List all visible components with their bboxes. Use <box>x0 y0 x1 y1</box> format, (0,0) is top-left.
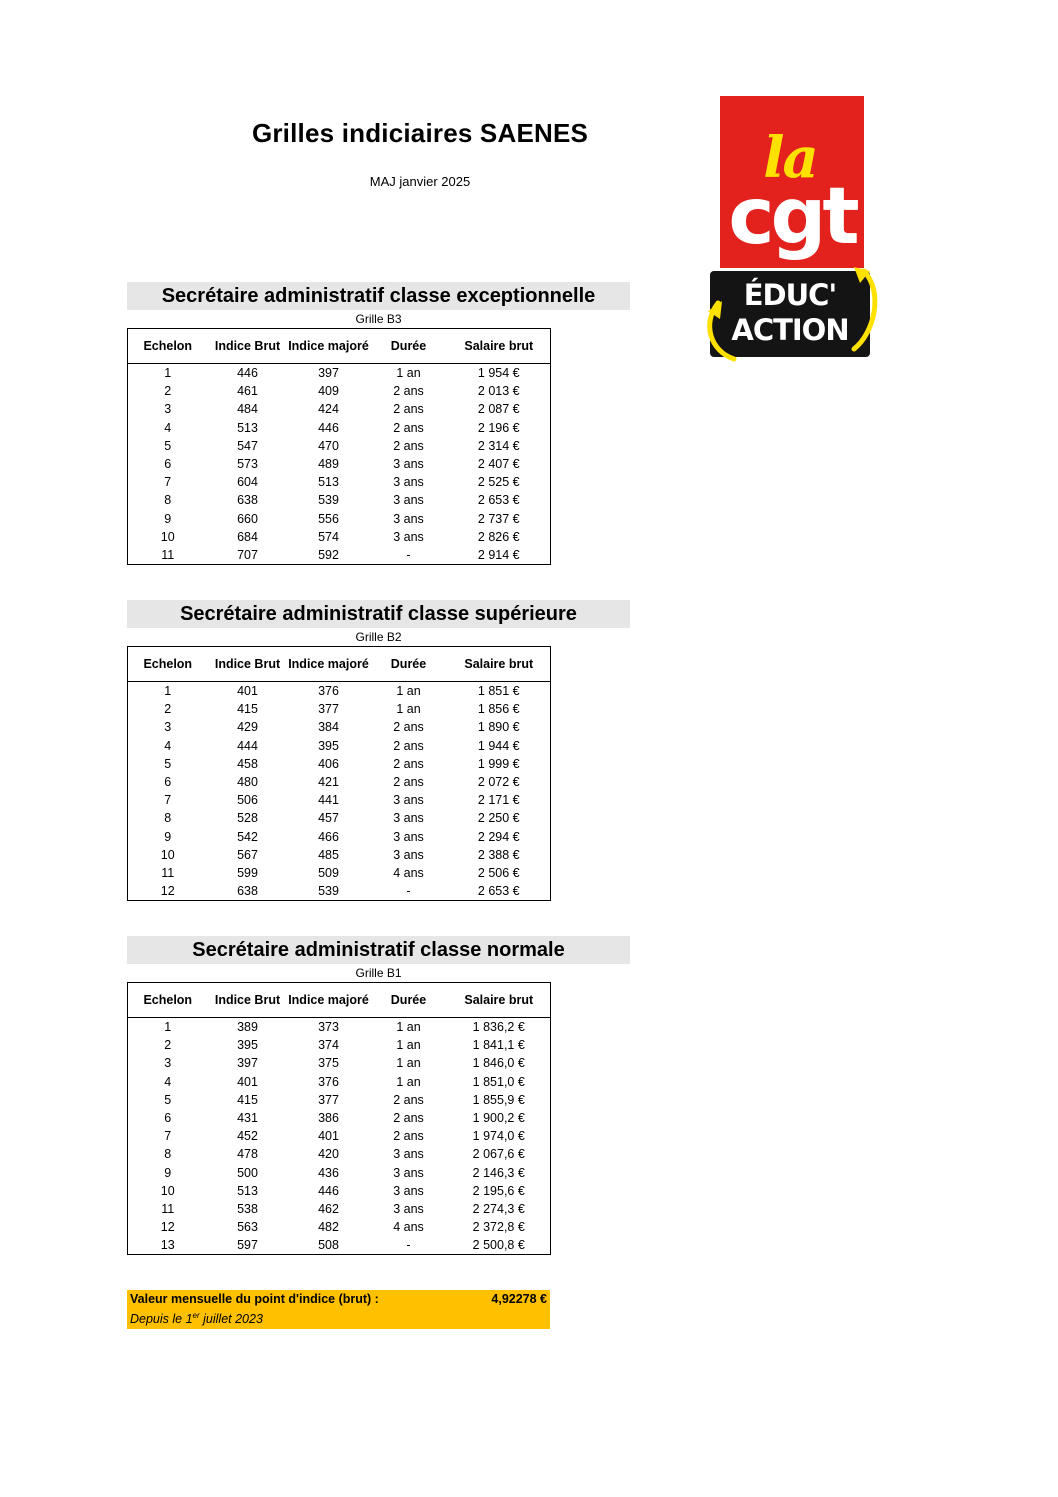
cell-indice-majore: 539 <box>318 493 339 508</box>
cell-echelon: 7 <box>164 1129 172 1144</box>
col-echelon: Echelon <box>128 329 208 364</box>
cell-echelon: 2 <box>164 702 172 717</box>
col-indice-brut: Indice Brut <box>208 647 288 682</box>
cell-echelon: 3 <box>164 720 172 735</box>
cell-echelon: 13 <box>160 1238 175 1253</box>
cell-echelon: 10 <box>160 529 175 544</box>
cell-indice-majore: 513 <box>318 475 339 490</box>
logo-action-text: ACTION <box>731 313 849 347</box>
cell-echelon: 2 <box>164 384 172 399</box>
point-indice-value: 4,92278 € <box>491 1292 547 1306</box>
cell-salaire-brut: 1 944 € <box>477 738 520 753</box>
cell-duree: 1 an <box>396 1056 421 1071</box>
table-row <box>128 1182 551 1200</box>
cell-echelon: 3 <box>164 402 172 417</box>
salary-grid-table <box>127 982 551 1255</box>
cell-echelon: 9 <box>164 1165 172 1180</box>
salary-grid-table <box>127 646 551 901</box>
cell-salaire-brut: 1 836,2 € <box>472 1020 525 1035</box>
col-echelon: Echelon <box>128 983 208 1018</box>
cell-salaire-brut: 2 196 € <box>477 420 520 435</box>
cell-indice-brut: 401 <box>237 684 258 699</box>
table-row <box>128 682 551 701</box>
logo-educ-text: ÉDUC' <box>743 278 837 312</box>
table-row <box>128 1236 551 1255</box>
cell-indice-brut: 684 <box>237 529 258 544</box>
cell-indice-majore: 489 <box>318 457 339 472</box>
cell-duree: 2 ans <box>393 420 424 435</box>
cell-duree: 3 ans <box>393 493 424 508</box>
update-date: MAJ janvier 2025 <box>369 174 471 189</box>
cell-duree: 4 ans <box>393 865 424 880</box>
col-salaire-brut: Salaire brut <box>448 647 551 682</box>
cell-duree: 2 ans <box>393 756 424 771</box>
grille-label: Grille B2 <box>355 630 402 644</box>
table-row <box>128 1127 551 1145</box>
cell-salaire-brut: 1 851,0 € <box>472 1074 525 1089</box>
cell-echelon: 2 <box>164 1038 172 1053</box>
table-row <box>128 1164 551 1182</box>
cell-duree: 1 an <box>396 1020 421 1035</box>
cell-indice-majore: 462 <box>318 1201 339 1216</box>
cell-duree: 3 ans <box>393 1165 424 1180</box>
table-row <box>128 382 551 400</box>
cell-indice-majore: 376 <box>318 684 339 699</box>
table-row <box>128 882 551 901</box>
col-duree: Durée <box>370 983 448 1018</box>
col-duree: Durée <box>370 647 448 682</box>
cell-salaire-brut: 1 999 € <box>477 756 520 771</box>
cell-salaire-brut: 1 851 € <box>477 684 520 699</box>
cell-indice-majore: 509 <box>318 865 339 880</box>
table-header-row <box>128 329 551 364</box>
cell-indice-brut: 431 <box>237 1111 258 1126</box>
section-superieure <box>127 600 630 901</box>
cell-indice-brut: 389 <box>237 1020 258 1035</box>
table-row <box>128 700 551 718</box>
salary-grid-table <box>127 328 551 565</box>
cell-indice-brut: 415 <box>237 702 258 717</box>
cell-duree: - <box>406 884 411 899</box>
cell-indice-majore: 376 <box>318 1074 339 1089</box>
cell-indice-majore: 446 <box>318 420 339 435</box>
cell-salaire-brut: 2 087 € <box>477 402 520 417</box>
cell-duree: 2 ans <box>393 720 424 735</box>
cell-indice-majore: 556 <box>318 511 339 526</box>
cell-salaire-brut: 1 974,0 € <box>472 1129 525 1144</box>
table-row <box>128 546 551 565</box>
cell-salaire-brut: 2 274,3 € <box>472 1201 525 1216</box>
cell-salaire-brut: 2 072 € <box>477 775 520 790</box>
cell-indice-majore: 373 <box>318 1020 339 1035</box>
table-row <box>128 1218 551 1236</box>
cell-indice-majore: 446 <box>318 1183 339 1198</box>
table-row <box>128 400 551 418</box>
cell-indice-majore: 395 <box>318 738 339 753</box>
cell-echelon: 11 <box>161 865 175 880</box>
cell-salaire-brut: 2 250 € <box>477 811 520 826</box>
cell-echelon: 10 <box>160 847 175 862</box>
col-salaire-brut: Salaire brut <box>448 329 551 364</box>
cell-echelon: 5 <box>164 756 172 771</box>
cell-duree: 3 ans <box>393 1147 424 1162</box>
cell-indice-brut: 707 <box>237 547 258 562</box>
cell-indice-brut: 528 <box>237 811 258 826</box>
table-row <box>128 864 551 882</box>
table-row <box>128 437 551 455</box>
cell-indice-majore: 377 <box>318 702 339 717</box>
cell-indice-brut: 542 <box>237 829 258 844</box>
logo-red-block <box>720 96 864 268</box>
cell-indice-brut: 567 <box>237 847 258 862</box>
cell-salaire-brut: 1 841,1 € <box>472 1038 525 1053</box>
col-indice-brut: Indice Brut <box>208 983 288 1018</box>
col-indice-majore: Indice majoré <box>288 647 370 682</box>
table-row <box>128 755 551 773</box>
cell-salaire-brut: 2 314 € <box>477 438 520 453</box>
cell-duree: 1 an <box>396 1074 421 1089</box>
section-normale <box>127 936 630 1255</box>
cell-duree: 2 ans <box>393 384 424 399</box>
table-row <box>128 364 551 383</box>
table-row <box>128 419 551 437</box>
cell-salaire-brut: 2 506 € <box>477 865 520 880</box>
cell-echelon: 11 <box>161 1201 175 1216</box>
cell-indice-brut: 604 <box>237 475 258 490</box>
cell-echelon: 4 <box>164 420 172 435</box>
cell-indice-brut: 513 <box>237 1183 258 1198</box>
cell-indice-brut: 573 <box>237 457 258 472</box>
cell-echelon: 1 <box>164 684 172 699</box>
cell-indice-brut: 547 <box>237 438 258 453</box>
cell-duree: - <box>406 1238 411 1253</box>
cell-salaire-brut: 2 407 € <box>477 457 520 472</box>
cell-duree: 3 ans <box>393 829 424 844</box>
cell-indice-majore: 424 <box>318 402 339 417</box>
table-row <box>128 828 551 846</box>
grille-label: Grille B3 <box>355 312 402 326</box>
cell-indice-majore: 436 <box>318 1165 339 1180</box>
table-row <box>128 1073 551 1091</box>
cell-salaire-brut: 2 372,8 € <box>472 1220 525 1235</box>
cell-indice-brut: 458 <box>237 756 258 771</box>
page-title: Grilles indiciaires SAENES <box>251 118 589 148</box>
cell-salaire-brut: 2 171 € <box>477 793 520 808</box>
cell-salaire-brut: 1 890 € <box>477 720 520 735</box>
cell-indice-majore: 420 <box>318 1147 339 1162</box>
cell-salaire-brut: 2 388 € <box>477 847 520 862</box>
cell-indice-brut: 500 <box>237 1165 258 1180</box>
cell-indice-majore: 384 <box>318 720 339 735</box>
cell-indice-majore: 386 <box>318 1111 339 1126</box>
cell-duree: 3 ans <box>393 811 424 826</box>
cell-indice-majore: 441 <box>318 793 339 808</box>
cell-echelon: 7 <box>164 793 172 808</box>
table-header-row <box>128 983 551 1018</box>
cell-echelon: 9 <box>164 511 172 526</box>
table-row <box>128 1036 551 1054</box>
cell-salaire-brut: 2 914 € <box>477 547 520 562</box>
cell-indice-majore: 539 <box>318 884 339 899</box>
cell-salaire-brut: 2 826 € <box>477 529 520 544</box>
cell-indice-majore: 401 <box>318 1129 339 1144</box>
section-title: Secrétaire administratif classe supérieure <box>127 600 630 628</box>
cell-echelon: 5 <box>164 438 172 453</box>
cell-echelon: 7 <box>164 475 172 490</box>
cell-echelon: 1 <box>164 1020 172 1035</box>
cell-duree: 3 ans <box>393 1183 424 1198</box>
col-indice-majore: Indice majoré <box>288 329 370 364</box>
cell-duree: 3 ans <box>393 1201 424 1216</box>
col-echelon: Echelon <box>128 647 208 682</box>
cell-indice-brut: 513 <box>237 420 258 435</box>
cell-indice-majore: 397 <box>318 366 339 381</box>
since-suffix: juillet 2023 <box>199 1312 263 1327</box>
cell-indice-brut: 397 <box>237 1056 258 1071</box>
cell-indice-majore: 409 <box>318 384 339 399</box>
cell-indice-brut: 461 <box>237 384 258 399</box>
col-salaire-brut: Salaire brut <box>448 983 551 1018</box>
cell-echelon: 8 <box>164 1147 172 1162</box>
cell-duree: 3 ans <box>393 475 424 490</box>
col-indice-brut: Indice Brut <box>208 329 288 364</box>
cell-indice-majore: 457 <box>318 811 339 826</box>
cell-duree: 2 ans <box>393 1129 424 1144</box>
cell-salaire-brut: 1 856 € <box>477 702 520 717</box>
cell-indice-brut: 395 <box>237 1038 258 1053</box>
cell-echelon: 8 <box>164 493 172 508</box>
cell-indice-majore: 374 <box>318 1038 339 1053</box>
table-row <box>128 773 551 791</box>
cgt-educaction-logo <box>704 95 880 365</box>
table-header-row <box>128 647 551 682</box>
cell-echelon: 6 <box>164 1111 172 1126</box>
cell-salaire-brut: 2 500,8 € <box>472 1238 525 1253</box>
cell-indice-brut: 597 <box>237 1238 258 1253</box>
cell-echelon: 12 <box>160 1220 175 1235</box>
cell-salaire-brut: 2 195,6 € <box>472 1183 525 1198</box>
cell-duree: 1 an <box>396 366 421 381</box>
since-prefix: Depuis le 1 <box>130 1312 193 1327</box>
cell-duree: 3 ans <box>393 793 424 808</box>
cell-indice-brut: 484 <box>237 402 258 417</box>
cell-indice-brut: 506 <box>237 793 258 808</box>
table-row <box>128 1091 551 1109</box>
cell-echelon: 10 <box>160 1183 175 1198</box>
cell-indice-brut: 415 <box>237 1092 258 1107</box>
cell-indice-majore: 508 <box>318 1238 339 1253</box>
cell-salaire-brut: 2 653 € <box>477 493 520 508</box>
table-row <box>128 809 551 827</box>
cell-echelon: 9 <box>164 829 172 844</box>
cell-salaire-brut: 2 737 € <box>477 511 520 526</box>
cell-salaire-brut: 2 525 € <box>477 475 520 490</box>
logo-la-text: la <box>763 125 817 191</box>
cell-echelon: 4 <box>164 1074 172 1089</box>
col-duree: Durée <box>370 329 448 364</box>
cell-salaire-brut: 2 294 € <box>477 829 520 844</box>
table-row <box>128 1018 551 1037</box>
cell-salaire-brut: 1 954 € <box>477 366 520 381</box>
grille-label: Grille B1 <box>355 966 402 980</box>
cell-indice-brut: 452 <box>237 1129 258 1144</box>
cell-echelon: 5 <box>164 1092 172 1107</box>
cell-indice-brut: 480 <box>237 775 258 790</box>
cell-salaire-brut: 2 013 € <box>477 384 520 399</box>
cell-echelon: 4 <box>164 738 172 753</box>
cell-echelon: 12 <box>160 884 175 899</box>
cell-echelon: 11 <box>161 547 175 562</box>
cell-indice-brut: 660 <box>237 511 258 526</box>
col-indice-majore: Indice majoré <box>288 983 370 1018</box>
cell-echelon: 6 <box>164 457 172 472</box>
point-indice-since <box>130 1311 263 1326</box>
logo-cgt-text: cgt <box>728 172 856 262</box>
cell-echelon: 8 <box>164 811 172 826</box>
table-row <box>128 510 551 528</box>
cell-indice-majore: 375 <box>318 1056 339 1071</box>
cell-duree: 3 ans <box>393 847 424 862</box>
cell-indice-brut: 599 <box>237 865 258 880</box>
cell-indice-brut: 429 <box>237 720 258 735</box>
table-row <box>128 1109 551 1127</box>
table-row <box>128 718 551 736</box>
cell-duree: 3 ans <box>393 457 424 472</box>
cell-duree: 1 an <box>396 1038 421 1053</box>
cell-indice-brut: 538 <box>237 1201 258 1216</box>
cell-duree: 2 ans <box>393 775 424 790</box>
cell-duree: 1 an <box>396 702 421 717</box>
cell-duree: - <box>406 547 411 562</box>
cell-indice-brut: 446 <box>237 366 258 381</box>
cell-salaire-brut: 1 900,2 € <box>472 1111 525 1126</box>
cell-indice-majore: 470 <box>318 438 339 453</box>
cell-duree: 3 ans <box>393 529 424 544</box>
cell-indice-brut: 638 <box>237 493 258 508</box>
cell-echelon: 3 <box>164 1056 172 1071</box>
cell-salaire-brut: 1 855,9 € <box>472 1092 525 1107</box>
cell-indice-majore: 466 <box>318 829 339 844</box>
cell-duree: 3 ans <box>393 511 424 526</box>
cell-salaire-brut: 2 653 € <box>477 884 520 899</box>
cell-indice-majore: 485 <box>318 847 339 862</box>
cell-duree: 2 ans <box>393 438 424 453</box>
since-superscript: er <box>192 1311 200 1320</box>
point-indice-box <box>127 1290 550 1329</box>
table-row <box>128 473 551 491</box>
table-row <box>128 455 551 473</box>
cell-indice-majore: 421 <box>318 775 339 790</box>
cell-salaire-brut: 1 846,0 € <box>472 1056 525 1071</box>
table-row <box>128 791 551 809</box>
section-title: Secrétaire administratif classe normale <box>127 936 630 964</box>
cell-duree: 2 ans <box>393 738 424 753</box>
cell-indice-brut: 478 <box>237 1147 258 1162</box>
section-exceptionnelle <box>127 282 630 565</box>
table-row <box>128 491 551 509</box>
table-row <box>128 846 551 864</box>
section-title: Secrétaire administratif classe exceptionnelle <box>127 282 630 310</box>
table-row <box>128 1200 551 1218</box>
cell-indice-brut: 563 <box>237 1220 258 1235</box>
cell-indice-majore: 406 <box>318 756 339 771</box>
cell-indice-majore: 482 <box>318 1220 339 1235</box>
cell-indice-majore: 592 <box>318 547 339 562</box>
cell-indice-brut: 401 <box>237 1074 258 1089</box>
cell-duree: 2 ans <box>393 1092 424 1107</box>
point-indice-label: Valeur mensuelle du point d'indice (brut) : <box>130 1292 379 1306</box>
cell-indice-brut: 444 <box>237 738 258 753</box>
cell-echelon: 1 <box>164 366 172 381</box>
table-row <box>128 1054 551 1072</box>
logo-swoosh-icon <box>704 263 880 363</box>
table-row <box>128 1145 551 1163</box>
cell-echelon: 6 <box>164 775 172 790</box>
cell-duree: 4 ans <box>393 1220 424 1235</box>
cell-indice-majore: 377 <box>318 1092 339 1107</box>
cell-salaire-brut: 2 146,3 € <box>472 1165 525 1180</box>
table-row <box>128 737 551 755</box>
cell-indice-majore: 574 <box>318 529 339 544</box>
cell-indice-brut: 638 <box>237 884 258 899</box>
cell-duree: 1 an <box>396 684 421 699</box>
table-row <box>128 528 551 546</box>
cell-duree: 2 ans <box>393 402 424 417</box>
cell-duree: 2 ans <box>393 1111 424 1126</box>
cell-salaire-brut: 2 067,6 € <box>472 1147 525 1162</box>
